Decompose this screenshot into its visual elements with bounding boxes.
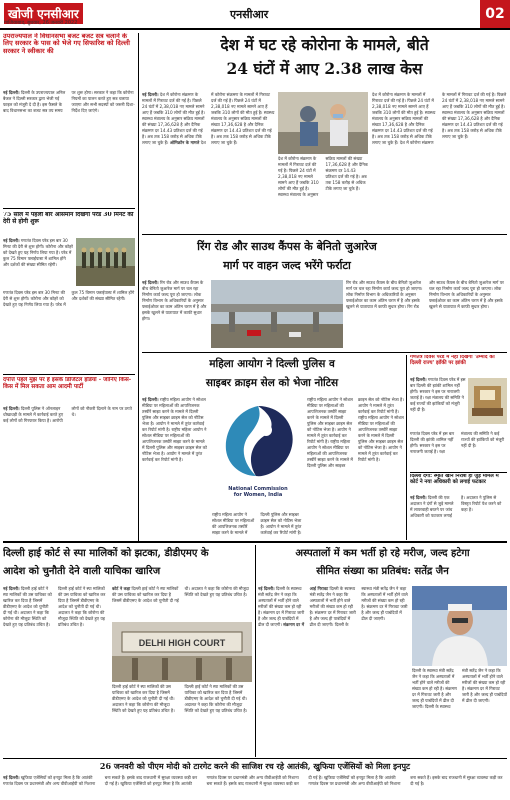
story-headline: गणतंत्र दिवस परेड में नहीं दिखेगी 'उम्मीदें का दिल्ली राज्य' झाँकी पर झांकी (410, 355, 495, 366)
byline: नई दिल्ली। (258, 586, 275, 591)
story-text: दिल्ली के स्वास्थ्य मंत्री सतेंद्र जैन ने कहा कि अस्पतालों में भर्ती होने वाले मरीजों की संख्या कम हो रही है। संक्रमण दर में गिरावट जारी है और जल्द ही पाबंदियों में ढील दी जाएगी। (334, 586, 408, 627)
story-text: राष्ट्रीय महिला आयोग ने सोशल मीडिया पर महिलाओं की आपत्तिजनक तस्वीरें साझा करने के मामले में दिल्ली पुलिस और साइबर क्राइम सेल को नोटिस भेजा है। आयोग ने मामले में तुरंत कार्रवाई कर रिपोर्ट मांगी है। (358, 415, 404, 462)
headline-line-2: मार्ग पर वाहन जल्द भरेंगे फर्राटा (223, 259, 351, 272)
byline: नई दिल्ली। (410, 377, 427, 382)
story-text: दिल्ली की एक अदालत ने दंगों से जुड़े मामले में लापरवाही बरतने पर जांच अधिकारी को फटकार लगाई है। अदालत ने पुलिस से विस्तृत रिपोर्ट पेश करने को कहा है। (410, 495, 502, 518)
story-headline: 75 साल में पहली बार आसमान दिखेगा परेड 30 मिनट की देरी से होगी शुरू (3, 212, 134, 225)
story-text: गणतंत्र दिवस परेड इस बार 30 मिनट की देरी से शुरू होगी। कोरोना और कोहरे को देखते हुए यह निर्णय लिया गया है। परेड में कुल 75 विमान फ्लाईपास्ट में शामिल होंगे और दर्शकों की संख्या सीमित रहेगी। (3, 290, 135, 307)
headline-line-2: 24 घंटों में आए 2.38 लाख केस (226, 59, 423, 78)
divider (3, 374, 135, 375)
parade-photo (76, 238, 135, 286)
minister-photo (412, 586, 507, 666)
story-text: देश में कोरोना संक्रमण के मामलों में गिरावट दर्ज की गई है। पिछले 24 घंटों में 2,38,018 नए मामले सामने आए हैं जबकि 310 लोगों की मौत हुई है। स्वास्थ्य मंत्रालय के अनुसार सक्रिय मामलों की संख्या 17,36,628 है और दैनिक संक्रमण दर 14.43 प्रतिशत दर्ज की गई है। अब तक 158 करोड़ से अधिक टीके लगाए जा चुके हैं। (399, 92, 507, 145)
byline: नई दिल्ली। (142, 92, 159, 97)
story-text: देश में कोरोना संक्रमण के मामलों में गिरावट दर्ज की गई है। पिछले 24 घंटों में 2,38,018 नए मामले सामने आए हैं जबकि 310 लोगों की मौत हुई है। स्वास्थ्य मंत्रालय के अनुसार सक्रिय मामलों की संख्या 17,36,628 है और दैनिक संक्रमण दर 14.43 प्रतिशत दर्ज की गई है। अब तक 158 करोड़ से अधिक टीके लगाए जा चुके हैं। (200, 92, 275, 145)
left-bottom-story (3, 377, 135, 405)
ncw-emblem-icon (212, 400, 304, 482)
story-text: राष्ट्रीय महिला आयोग ने सोशल मीडिया पर महिलाओं की आपत्तिजनक तस्वीरें साझा करने के मामले में दिल्ली पुलिस और साइबर क्राइम सेल को नोटिस भेजा है। आयोग ने मामले में तुरंत कार्रवाई कर रिपोर्ट मांगी है। (212, 512, 302, 535)
story-text: राष्ट्रीय महिला आयोग ने सोशल मीडिया पर महिलाओं की आपत्तिजनक तस्वीरें साझा करने के मामले में दिल्ली पुलिस और साइबर क्राइम सेल को नोटिस भेजा है। आयोग ने मामले में तुरंत कार्रवाई कर रिपोर्ट मांगी है। (307, 397, 353, 444)
story-text: खुफिया एजेंसियों को इनपुट मिला है कि आतंकी गणतंत्र दिवस पर प्रधानमंत्री और अन्य वीवीआईपी को निशाना बना सकते हैं। इसके बाद राजधानी में सुरक्षा व्यवस्था कड़ी कर दी गई है। (120, 775, 323, 786)
story-text: गणतंत्र दिवस परेड में इस बार दिल्ली की झांकी शामिल नहीं होगी। सरकार ने इस पर नाराजगी जताई है। रक्षा मंत्रालय की समिति ने कई राज्यों की झांकियों को मंजूरी नहीं दी है। (410, 377, 466, 412)
court-photo (112, 622, 252, 682)
story-headline: उपराज्यपाल ने विधानसभा बजट बजट सत्र चलाने के लिए सरकार के पास को भेजे गए सिफारिश को दिल्ली सरकार ने स्वीकार की (3, 33, 130, 55)
ncw-logo (212, 400, 304, 510)
story-text: दिल्ली के स्वास्थ्य मंत्री सतेंद्र जैन ने कहा कि अस्पतालों में भर्ती होने वाले मरीजों की संख्या कम हो रही है। संक्रमण दर में गिरावट जारी है और जल्द ही पाबंदियों में ढील दी जाएगी। (309, 586, 356, 627)
headline-line-1: देश में घट रहे कोरोना के मामले, बीते (220, 35, 429, 54)
story-body (142, 397, 208, 537)
subhead: संक्रमण दर में आई गिरावट (283, 586, 329, 627)
story-body-cont (112, 684, 252, 756)
story-body (3, 406, 135, 538)
column-rule (138, 33, 139, 541)
story-headline: दिल्ली दंगा: स्मृति खान निराश हो जुड़े मामले में कोर्ट ने नया अधिकारी को लगाई फटकार (410, 474, 499, 485)
page-number: 02 (480, 0, 510, 28)
bottom-headline (3, 760, 507, 774)
flyover-photo (211, 280, 343, 348)
story-text: राष्ट्रीय महिला आयोग ने सोशल मीडिया पर महिलाओं की आपत्तिजनक तस्वीरें साझा करने के मामले में दिल्ली पुलिस और साइबर क्राइम सेल को नोटिस भेजा है। आयोग ने मामले में तुरंत कार्रवाई कर रिपोर्ट मांगी है। (142, 427, 207, 462)
story-text: खुफिया एजेंसियों को इनपुट मिला है कि आतंकी गणतंत्र दिवस पर प्रधानमंत्री और अन्य वीवीआईपी को निशाना बना सकते हैं। इसके बाद राजधानी में सुरक्षा व्यवस्था कड़ी कर दी गई है। (308, 775, 503, 786)
section-title: एनसीआर (230, 8, 269, 21)
headline-line-1: रिंग रोड और साउथ कैंपस के बेनितो जुआरेज (197, 240, 377, 253)
story-text: दिल्ली हाई कोर्ट ने स्पा मालिकों की उस याचिका को खारिज कर दिया है जिसमें डीडीएमए के आदेश को चुनौती दी गई थी। अदालत ने कहा कि कोरोना की मौजूदा स्थिति को देखते हुए यह प्रतिबंध उचित है। (184, 684, 248, 713)
story-text: दिल्ली के उपराज्यपाल अनिल बैजल ने दिल्ली सरकार द्वारा भेजी गई फाइल को मंजूरी दे दी है। इस फैसले के बाद विधानसभा का बजट सत्र तय समय पर शुरू होगा। सरकार ने कहा कि कोरोना नियमों का पालन करते हुए सत्र चलाया जाएगा और सभी सदस्यों को जरूरी दिशा-निर्देश दिए जाएंगे। (3, 90, 135, 113)
story-body-cont (412, 668, 507, 756)
column-rule (255, 545, 256, 757)
story-body (3, 238, 73, 288)
story-text: गणतंत्र दिवस परेड इस बार 30 मिनट की देरी से शुरू होगी। कोरोना और कोहरे को देखते हुए यह निर्णय लिया गया है। परेड में कुल 75 विमान फ्लाईपास्ट में शामिल होंगे और दर्शकों की संख्या सीमित रहेगी। (3, 238, 73, 267)
story-text: दिल्ली पुलिस ने ऑनलाइन धोखाधड़ी के मामले में कार्रवाई करते हुए कई लोगों को गिरफ्तार किया है। आरोपी लोगों को नौकरी दिलाने के नाम पर ठगते थे। (3, 406, 132, 423)
logo-text-2: for Women, India (233, 492, 283, 498)
story-text: देश में कोरोना संक्रमण के मामलों में गिरावट दर्ज की गई है। पिछले 24 घंटों में 2,38,018 नए मामले सामने आए हैं जबकि 310 लोगों की मौत हुई है। स्वास्थ्य मंत्रालय के अनुसार सक्रिय मामलों की संख्या 17,36,628 है और दैनिक संक्रमण दर 14.43 प्रतिशत दर्ज की गई है। अब तक 158 करोड़ से अधिक टीके लगाए जा चुके हैं। (278, 156, 368, 197)
byline: नई दिल्ली। (142, 397, 159, 402)
brand-logo: खोजी एनसीआर (4, 3, 83, 24)
story-body-cont2 (307, 397, 404, 537)
section-divider (3, 541, 507, 543)
right-story-2-headline (410, 474, 507, 494)
story-text: राष्ट्रीय महिला आयोग ने सोशल मीडिया पर महिलाओं की आपत्तिजनक तस्वीरें साझा करने के मामले में दिल्ली पुलिस और साइबर क्राइम सेल को नोटिस भेजा है। आयोग ने मामले में तुरंत कार्रवाई कर रिपोर्ट मांगी है। (142, 397, 206, 432)
story-text: रिंग रोड और साउथ कैंपस के बीच बेनितो जुआरेज मार्ग पर चल रहा निर्माण कार्य जल्द पूरा हो जाएगा। लोक निर्माण विभाग के अधिकारियों के अनुसार फ्लाईओवर का काम अंतिम चरण में है और इसके खुलने से यातायात में काफी सुधार होगा। (346, 280, 423, 309)
divider (142, 234, 507, 235)
divider (142, 352, 507, 353)
masthead (0, 0, 510, 30)
subhead: ओमिक्रॉन के मामले (169, 140, 200, 145)
headline-line-2: सीमित संख्या का प्रतिबंध: सतेंद्र जैन (316, 566, 449, 577)
divider (3, 208, 135, 209)
story-text: दिल्ली के स्वास्थ्य मंत्री सतेंद्र जैन ने कहा कि अस्पतालों में भर्ती होने वाले मरीजों की संख्या कम हो रही है। संक्रमण दर में गिरावट जारी है और जल्द ही पाबंदियों में ढील दी जाएगी। (412, 668, 457, 709)
story-body (410, 495, 507, 539)
story-body (258, 586, 408, 756)
story-text: दिल्ली के स्वास्थ्य मंत्री सतेंद्र जैन ने कहा कि अस्पतालों में भर्ती होने वाले मरीजों की संख्या कम हो रही है। संक्रमण दर में गिरावट जारी है और जल्द ही पाबंदियों में ढील दी जाएगी। (424, 668, 507, 709)
logo-text-1: National Commission (228, 486, 288, 492)
story-text: रिंग रोड और साउथ कैंपस के बीच बेनितो जुआरेज मार्ग पर चल रहा निर्माण कार्य जल्द पूरा हो जाएगा। लोक निर्माण विभाग के अधिकारियों के अनुसार फ्लाईओवर का काम अंतिम चरण में है और इसके खुलने से यातायात में काफी सुधार होगा। (142, 280, 207, 321)
byline: नई दिल्ली। (3, 586, 20, 591)
headline-line-2: आदेश को चुनौती देने वाली याचिका खारिज (3, 566, 161, 577)
lead-story-body-cont (278, 156, 368, 232)
story-body-top (112, 586, 252, 620)
story-text: दिल्ली हाई कोर्ट ने स्पा मालिकों की उस याचिका को खारिज कर दिया है जिसमें डीडीएमए के आदेश को चुनौती दी गई थी। अदालत ने कहा कि कोरोना की मौजूदा स्थिति को देखते हुए यह प्रतिबंध उचित है। (112, 586, 249, 603)
story-body-cont (410, 431, 507, 471)
story-text: दिल्ली के स्वास्थ्य मंत्री सतेंद्र जैन ने कहा कि अस्पतालों में भर्ती होने वाले मरीजों की संख्या कम हो रही है। संक्रमण दर में गिरावट जारी है और जल्द ही पाबंदियों में ढील दी जाएगी। (258, 586, 305, 627)
hc-headline (3, 545, 253, 583)
left-top-story (3, 33, 135, 89)
covid-photo (278, 92, 368, 154)
byline: नई दिल्ली। (3, 406, 20, 411)
story-headline: दंपत्ति पहले मुझ पर हैं इसके डिजिटल इंडिया - जानिए किस-किस में मिल सकता आम आदमी पार्टी (3, 377, 132, 390)
ring-road-headline (142, 237, 432, 277)
lead-story-body-cont2 (372, 92, 507, 232)
byline: नई दिल्ली। (3, 90, 20, 95)
story-body (142, 280, 208, 350)
story-text: खुफिया एजेंसियों को इनपुट मिला है कि आतंकी गणतंत्र दिवस पर प्रधानमंत्री और अन्य वीवीआईपी को निशाना बना सकते हैं। इसके बाद राजधानी में सुरक्षा व्यवस्था कड़ी कर दी गई है। (3, 775, 198, 786)
right-story-1-headline (410, 355, 507, 375)
byline: नई दिल्ली। (142, 280, 159, 285)
ncw-headline (142, 355, 402, 395)
story-body (3, 775, 507, 799)
divider (3, 758, 507, 759)
court-sign-text: DELHI HIGH COURT (138, 638, 226, 648)
headline-line-1: दिल्ली हाई कोर्ट से स्पा मालिकों को झटका, डीडीएमए के (3, 548, 209, 559)
headline-line-1: अस्पतालों में कम भर्ती हो रहे मरीज, जल्द हटेगा (295, 548, 470, 559)
story-text: रिंग रोड और साउथ कैंपस के बीच बेनितो जुआरेज मार्ग पर चल रहा निर्माण कार्य जल्द पूरा हो जाएगा। लोक निर्माण विभाग के अधिकारियों के अनुसार फ्लाईओवर का काम अंतिम चरण में है और इसके खुलने से यातायात में काफी सुधार होगा। (407, 280, 504, 309)
story-text: गणतंत्र दिवस परेड में इस बार दिल्ली की झांकी शामिल नहीं होगी। सरकार ने इस पर नाराजगी जताई है। रक्षा मंत्रालय की समिति ने कई राज्यों की झांकियों को मंजूरी नहीं दी है। (410, 431, 505, 454)
subhead: कोर्ट ने कहा (112, 586, 131, 591)
story-text: दिल्ली हाई कोर्ट ने स्पा मालिकों की उस याचिका को खारिज कर दिया है जिसमें डीडीएमए के आदेश को चुनौती दी गई थी। अदालत ने कहा कि कोरोना की मौजूदा स्थिति को देखते हुए यह प्रतिबंध उचित है। (58, 586, 106, 627)
divider (410, 472, 507, 473)
story-body (410, 377, 466, 429)
tableau-photo (468, 378, 507, 424)
column-rule (406, 355, 407, 540)
story-headline: 26 जनवरी को पीएम मोदी को टारगेट करने की साजिश रच रहे आतंकी, खुफिया एजेंसियों को मिला इनपुट (99, 761, 411, 771)
story-text: देश में कोरोना संक्रमण के मामलों में गिरावट दर्ज की गई है। पिछले 24 घंटों में 2,38,018 नए मामले सामने आए हैं जबकि 310 लोगों की मौत हुई है। स्वास्थ्य मंत्रालय के अनुसार सक्रिय मामलों की संख्या 17,36,628 है और दैनिक संक्रमण दर 14.43 प्रतिशत दर्ज की गई है। अब तक 158 करोड़ से अधिक टीके लगाए जा चुके हैं। (142, 92, 205, 145)
story-body-cont (3, 290, 135, 372)
byline: नई दिल्ली। (3, 775, 20, 780)
hospital-headline (258, 545, 507, 583)
lead-story-body (142, 92, 275, 232)
dateline: गाजियाबाद, बुधवार, 26 जनवरी 2022 (4, 20, 78, 26)
story-body (3, 90, 135, 205)
story-text: राष्ट्रीय महिला आयोग ने सोशल मीडिया पर महिलाओं की आपत्तिजनक तस्वीरें साझा करने के मामले में दिल्ली पुलिस और साइबर क्राइम सेल को नोटिस भेजा है। आयोग ने मामले में तुरंत कार्रवाई कर रिपोर्ट मांगी है। (307, 397, 404, 468)
story-text: देश में कोरोना संक्रमण के मामलों में गिरावट दर्ज की गई है। पिछले 24 घंटों में 2,38,018 नए मामले सामने आए हैं जबकि 310 लोगों की मौत हुई है। स्वास्थ्य मंत्रालय के अनुसार सक्रिय मामलों की संख्या 17,36,628 है और दैनिक संक्रमण दर 14.43 प्रतिशत दर्ज की गई है। अब तक 158 करोड़ से अधिक टीके लगाए जा चुके हैं। (372, 92, 436, 145)
story-body-cont (346, 280, 507, 350)
headline-line-1: महिला आयोग ने दिल्ली पुलिस व (209, 358, 335, 370)
headline-line-2: साइबर क्राइम सेल को भेजा नोटिस (205, 377, 339, 389)
story-text: दिल्ली हाई कोर्ट ने स्पा मालिकों की उस याचिका को खारिज कर दिया है जिसमें डीडीएमए के आदेश को चुनौती दी गई थी। अदालत ने कहा कि कोरोना की मौजूदा स्थिति को देखते हुए यह प्रतिबंध उचित है। (3, 586, 52, 627)
byline: नई दिल्ली। (3, 238, 20, 243)
lead-story-headline (142, 33, 507, 89)
story-text: दिल्ली हाई कोर्ट ने स्पा मालिकों की उस याचिका को खारिज कर दिया है जिसमें डीडीएमए के आदेश को चुनौती दी गई थी। अदालत ने कहा कि कोरोना की मौजूदा स्थिति को देखते हुए यह प्रतिबंध उचित है। (112, 684, 175, 713)
byline: नई दिल्ली। (410, 495, 427, 500)
story-body (3, 586, 108, 756)
story-body-cont (212, 512, 304, 538)
left-mid-story (3, 212, 135, 236)
